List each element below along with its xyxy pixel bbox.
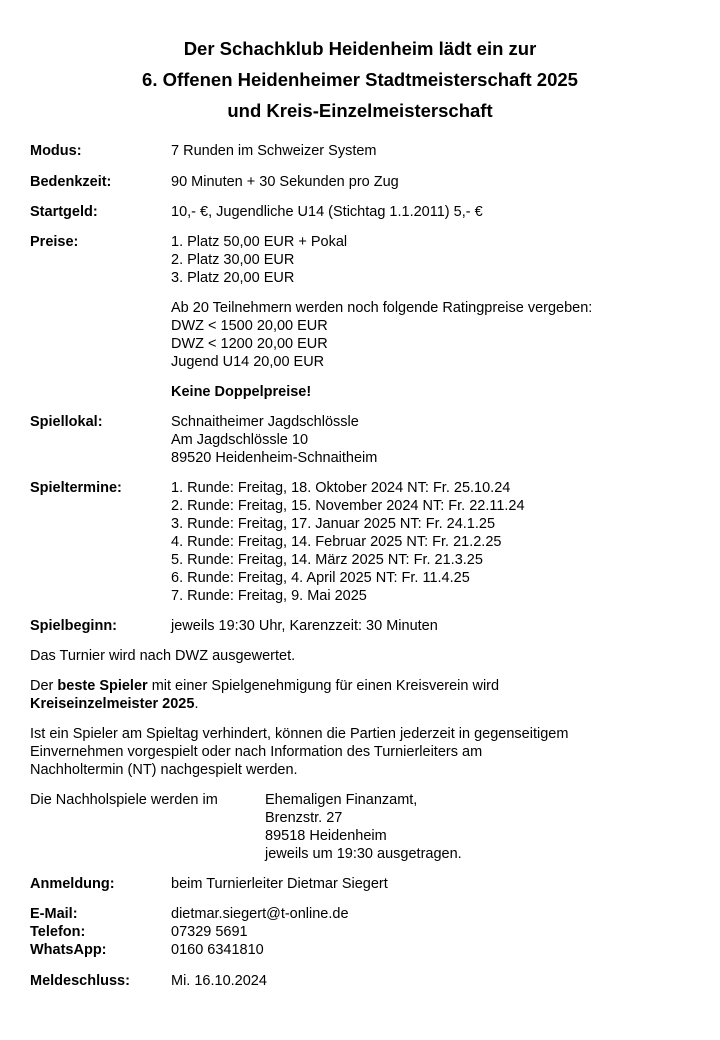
prize-place-1: 1. Platz 50,00 EUR + Pokal — [171, 234, 348, 250]
round-6: 6. Runde: Freitag, 4. April 2025 NT: Fr. 11.4.25 — [171, 570, 470, 586]
best-player-bold: beste Spieler — [57, 678, 148, 694]
telefon-value: 07329 5691 — [171, 924, 248, 940]
startgeld-row — [30, 203, 700, 221]
prize-place-3: 3. Platz 20,00 EUR — [171, 270, 295, 286]
nachhol-line-3: 89518 Heidenheim — [265, 828, 387, 844]
absence-paragraph — [30, 725, 700, 779]
absence-line-3: Nachholtermin (NT) nachgespielt werden. — [30, 762, 298, 778]
modus-row — [30, 142, 700, 160]
nachhol-row — [30, 791, 700, 863]
absence-line-1: Ist ein Spieler am Spieltag verhindert, können die Partien jederzeit in gegenseitigem — [30, 726, 569, 742]
document-title — [0, 33, 720, 126]
rating-intro: Ab 20 Teilnehmern werden noch folgende Ratingpreise vergeben: — [171, 300, 593, 316]
round-7: 7. Runde: Freitag, 9. Mai 2025 — [171, 588, 367, 604]
meldeschluss-value: Mi. 16.10.2024 — [171, 973, 267, 989]
telefon-label: Telefon: — [30, 924, 86, 940]
spielbeginn-label: Spielbeginn: — [30, 618, 117, 634]
best-player-line-1 — [30, 677, 700, 695]
round-5: 5. Runde: Freitag, 14. März 2025 NT: Fr. 21.3.25 — [171, 552, 483, 568]
whatsapp-value: 0160 6341810 — [171, 942, 264, 958]
nachhol-address — [265, 791, 700, 863]
title-line-1: Der Schachklub Heidenheim lädt ein zur — [183, 38, 537, 59]
best-player-line-2 — [30, 695, 700, 713]
round-3: 3. Runde: Freitag, 17. Januar 2025 NT: Fr. 24.1.25 — [171, 516, 496, 532]
best-player-middle: mit einer Spielgenehmigung für einen Kreisverein wird — [147, 678, 500, 694]
champion-title: Kreiseinzelmeister 2025 — [30, 696, 195, 712]
nachhol-line-4: jeweils um 19:30 ausgetragen. — [265, 846, 462, 862]
bedenkzeit-row — [30, 173, 700, 191]
whatsapp-row — [30, 941, 700, 959]
spielbeginn-value: jeweils 19:30 Uhr, Karenzzeit: 30 Minuten — [171, 618, 438, 634]
rating-prize-2: DWZ < 1200 20,00 EUR — [171, 336, 328, 352]
best-player-suffix: . — [194, 696, 199, 712]
startgeld-value: 10,- €, Jugendliche U14 (Stichtag 1.1.2011) 5,- € — [171, 204, 483, 220]
preise-row — [30, 233, 700, 401]
absence-line-2: Einvernehmen vorgespielt oder nach Information des Turnierleiters am — [30, 744, 483, 760]
anmeldung-value: beim Turnierleiter Dietmar Siegert — [171, 876, 388, 892]
round-4: 4. Runde: Freitag, 14. Februar 2025 NT: Fr. 21.2.25 — [171, 534, 502, 550]
spiellokal-value — [171, 413, 700, 467]
modus-label: Modus: — [30, 143, 82, 159]
anmeldung-row — [30, 875, 700, 893]
preise-label: Preise: — [30, 234, 79, 250]
email-label: E-Mail: — [30, 906, 78, 922]
round-2: 2. Runde: Freitag, 15. November 2024 NT: Fr. 22.11.24 — [171, 498, 525, 514]
whatsapp-label: WhatsApp: — [30, 942, 107, 958]
email-value[interactable]: dietmar.siegert@t-online.de — [171, 906, 349, 922]
prize-place-2: 2. Platz 30,00 EUR — [171, 252, 295, 268]
spielbeginn-row — [30, 617, 700, 635]
meldeschluss-label: Meldeschluss: — [30, 973, 130, 989]
contact-block — [30, 905, 700, 959]
bedenkzeit-value: 90 Minuten + 30 Sekunden pro Zug — [171, 174, 399, 190]
no-double-prizes-note: Keine Doppelpreise! — [171, 384, 312, 400]
nachhol-line-2: Brenzstr. 27 — [265, 810, 343, 826]
email-row — [30, 905, 700, 923]
venue-line-1: Schnaitheimer Jagdschlössle — [171, 414, 359, 430]
best-player-paragraph — [30, 677, 700, 713]
title-line-2: 6. Offenen Heidenheimer Stadtmeisterschaft 2025 — [142, 69, 578, 90]
nachhol-line-1: Ehemaligen Finanzamt, — [265, 792, 418, 808]
rating-prize-1: DWZ < 1500 20,00 EUR — [171, 318, 328, 334]
anmeldung-label: Anmeldung: — [30, 876, 115, 892]
spiellokal-row — [30, 413, 700, 467]
meldeschluss-row — [30, 972, 700, 990]
title-line-3: und Kreis-Einzelmeisterschaft — [227, 100, 493, 121]
startgeld-label: Startgeld: — [30, 204, 98, 220]
bedenkzeit-label: Bedenkzeit: — [30, 174, 112, 190]
spieltermine-label: Spieltermine: — [30, 480, 122, 496]
document-body — [30, 142, 700, 990]
venue-line-2: Am Jagdschlössle 10 — [171, 432, 309, 448]
spieltermine-row — [30, 479, 700, 605]
spieltermine-value — [171, 479, 700, 605]
spiellokal-label: Spiellokal: — [30, 414, 103, 430]
round-1: 1. Runde: Freitag, 18. Oktober 2024 NT: Fr. 25.10.24 — [171, 480, 511, 496]
rating-prize-3: Jugend U14 20,00 EUR — [171, 354, 325, 370]
telefon-row — [30, 923, 700, 941]
nachhol-label: Die Nachholspiele werden im — [30, 792, 218, 808]
dwz-evaluation-text: Das Turnier wird nach DWZ ausgewertet. — [30, 648, 296, 664]
venue-line-3: 89520 Heidenheim-Schnaitheim — [171, 450, 378, 466]
best-player-prefix: Der — [30, 678, 58, 694]
modus-value: 7 Runden im Schweizer System — [171, 143, 377, 159]
preise-value — [171, 233, 700, 401]
